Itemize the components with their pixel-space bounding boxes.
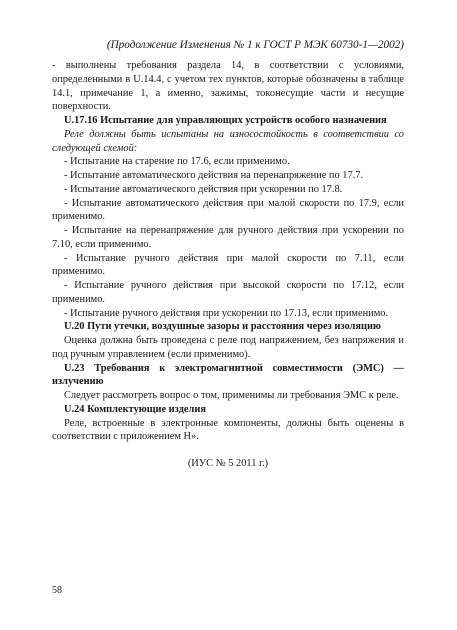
list-item-auto-low-speed-test: - Испытание автоматического действия при малой скорости по 17.9, если применимо.: [52, 197, 404, 223]
paragraph-built-in-relays: Реле, встроенные в электронные компоненты, должны быть оценены в соответствии с приложением Н».: [52, 417, 404, 443]
paragraph-clearance-assessment: Оценка должна быть проведена с реле под напряжением, без напряжения и под ручным управлением (если применимо).: [52, 335, 404, 360]
list-item-manual-acceleration-test: - Испытание ручного действия при ускорении по 17.13, если применимо.: [64, 307, 389, 319]
paragraph-requirements-14: - выполнены требования раздела 14, в соответствии с условиями, определенными в U.14.4, с учетом тех пунктов, которые обозначены в таблице 14.1, примечание 1, а именно, зажимы, токонесущие части и несущие поверхности.: [52, 60, 404, 113]
list-item-auto-acceleration-test: - Испытание автоматического действия при ускорении по 17.8.: [64, 183, 343, 195]
list-item-aging-test: - Испытание на старение по 17.6, если применимо.: [64, 156, 290, 168]
section-heading-u17-16: U.17.16 Испытание для управляющих устройств особого назначения: [64, 115, 387, 126]
list-item-manual-high-speed-test: - Испытание ручного действия при высокой скорости по 17.12, если применимо.: [52, 280, 404, 305]
section-heading-u23: U.23 Требования к электромагнитной совместимости (ЭМС) — излучению: [52, 362, 404, 388]
running-header: (Продолжение Изменения № 1 к ГОСТ Р МЭК 60730-1—2002): [106, 39, 404, 51]
list-item-manual-overvoltage-test: - Испытание на перенапряжение для ручного действия при ускорении по 7.10, если применимо.: [52, 225, 404, 250]
section-heading-u20: U.20 Пути утечки, воздушные зазоры и расстояния через изоляцию: [64, 321, 381, 333]
paragraph-test-scheme-intro: Реле должны быть испытаны на износостойкость в соответствии со следующей схемой:: [52, 128, 404, 154]
page-body: [52, 59, 404, 471]
source-note: (ИУС № 5 2011 г.): [187, 458, 269, 469]
page-number: 58: [52, 585, 62, 596]
section-heading-u24: U.24 Комплектующие изделия: [64, 403, 206, 415]
paragraph-emc-requirements: Следует рассмотреть вопрос о том, применимы ли требования ЭМС к реле.: [64, 390, 399, 401]
list-item-manual-low-speed-test: - Испытание ручного действия при малой скорости по 7.11, если применимо.: [52, 252, 404, 278]
list-item-auto-overvoltage-test: - Испытание автоматического действия на перенапряжение по 17.7.: [64, 170, 364, 181]
